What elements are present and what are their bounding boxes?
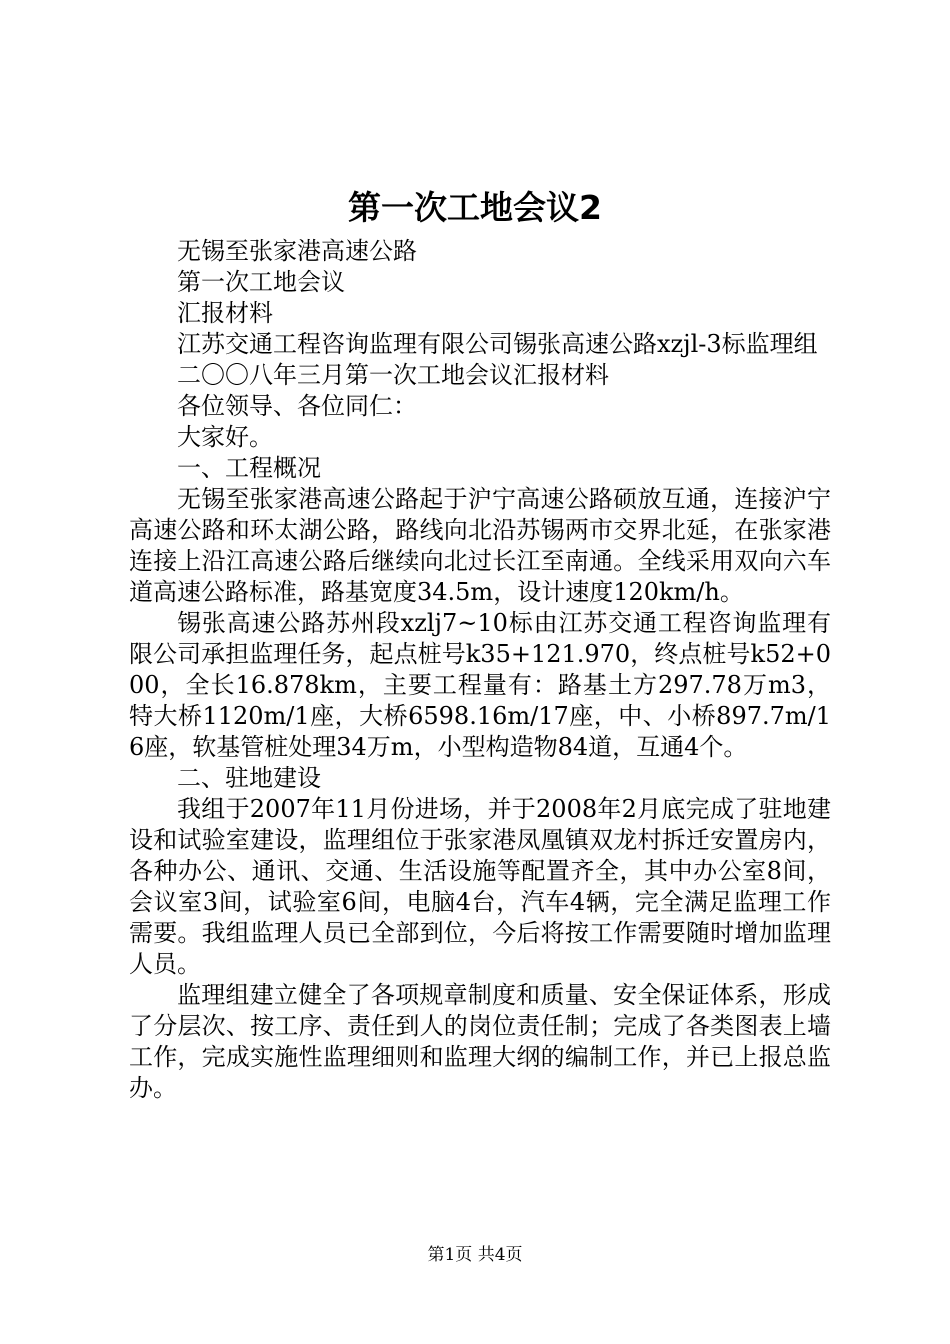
paragraph-organization: 江苏交通工程咨询监理有限公司锡张高速公路xzjl-3标监理组: [177, 330, 818, 358]
paragraph-report-label: 汇报材料: [177, 299, 273, 327]
paragraph-salutation: 各位领导、各位同仁：: [177, 392, 417, 420]
paragraph-meeting-name: 第一次工地会议: [177, 268, 345, 296]
paragraph-management-system: 监理组建立健全了各项规章制度和质量、安全保证体系，形成了分层次、按工序、责任到人的岗位责任制；完成了各类图表上墙工作，完成实施性监理细则和监理大纲的编制工作，并已上报总监办。: [129, 981, 831, 1102]
paragraph-overview-route: 无锡至张家港高速公路起于沪宁高速公路硕放互通，连接沪宁高速公路和环太湖公路，路线向北沿苏锡两市交界北延，在张家港连接上沿江高速公路后继续向北过长江至南通。全线采用双向六车道高速公路标准，路基宽度34.5m，设计速度120km/h。: [129, 485, 831, 606]
paragraph-overview-scope: 锡张高速公路苏州段xzlj7~10标由江苏交通工程咨询监理有限公司承担监理任务，起点桩号k35+121.970，终点桩号k52+000，全长16.878km，主要工程量有：路基土方297.78万m3，特大桥1120m/1座，大桥6598.16m/17座，中、小桥897.7m/16座，软基管桩处理34万m，小型构造物84道，互通4个。: [129, 609, 831, 761]
section-heading-site-setup: 二、驻地建设: [177, 764, 321, 792]
paragraph-date-line: 二〇〇八年三月第一次工地会议汇报材料: [177, 361, 609, 389]
paragraph-road-name: 无锡至张家港高速公路: [177, 237, 417, 265]
document-title: 第一次工地会议2: [348, 188, 602, 227]
document-body: [129, 236, 831, 1104]
paragraph-greeting: 大家好。: [177, 423, 273, 451]
paragraph-site-setup: 我组于2007年11月份进场，并于2008年2月底完成了驻地建设和试验室建设，监理组位于张家港凤凰镇双龙村拆迁安置房内，各种办公、通讯、交通、生活设施等配置齐全，其中办公室8间，会议室3间，试验室6间，电脑4台，汽车4辆，完全满足监理工作需要。我组监理人员已全部到位，今后将按工作需要随时增加监理人员。: [129, 795, 831, 978]
section-heading-overview: 一、工程概况: [177, 454, 321, 482]
page-number-footer: 第1页 共4页: [427, 1245, 523, 1265]
